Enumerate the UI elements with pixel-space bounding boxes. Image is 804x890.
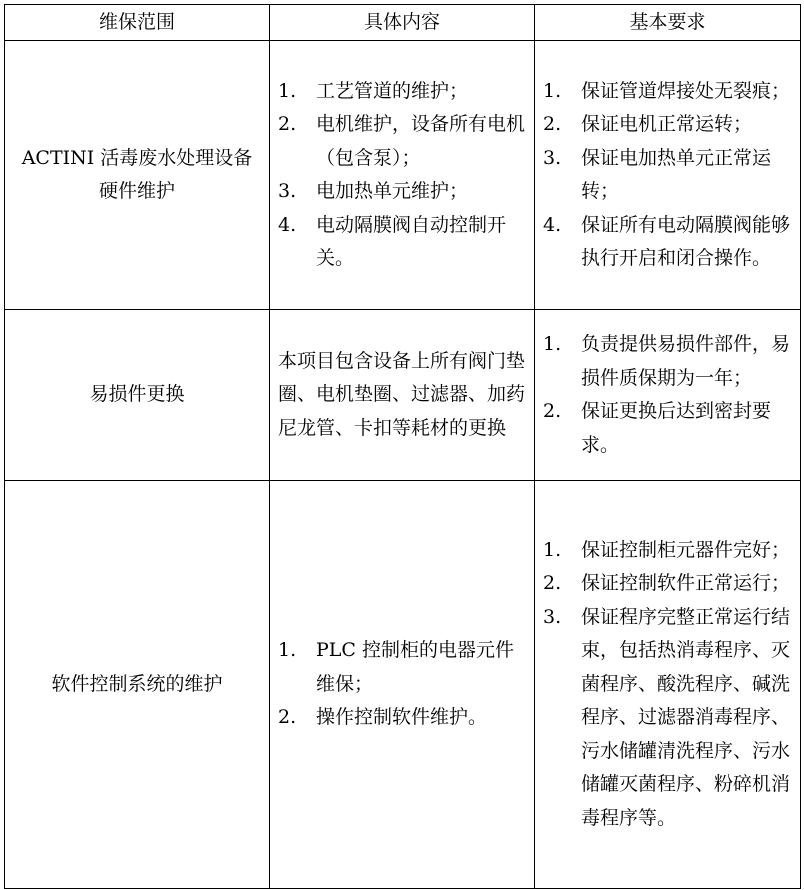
list-item (543, 328, 792, 395)
item-number: 4. (543, 213, 562, 236)
item-text: 电加热单元维护； (316, 180, 469, 202)
content-list (278, 75, 526, 276)
item-number: 4. (278, 213, 297, 236)
requirements-cell (535, 310, 801, 481)
item-number: 1. (278, 79, 297, 102)
item-number: 3. (543, 605, 562, 628)
item-text: 保证更换后达到密封要求。 (581, 400, 772, 456)
item-text: 操作控制软件维护。 (316, 706, 488, 729)
table-row (5, 310, 801, 481)
item-text: 保证电加热单元正常运转； (581, 146, 772, 202)
item-text: 负责提供易损件部件，易损件质保期为一年； (581, 333, 791, 389)
table-row (5, 481, 801, 889)
header-row (5, 5, 801, 41)
list-item (543, 108, 792, 142)
item-number: 1. (543, 538, 562, 561)
item-number: 1. (543, 79, 562, 102)
item-number: 3. (543, 146, 562, 169)
header-scope: 维保范围 (5, 5, 270, 41)
content-cell (270, 481, 535, 889)
item-number: 3. (278, 180, 297, 202)
item-text: 保证控制柜元器件完好； (581, 538, 791, 561)
item-number: 2. (278, 113, 297, 135)
requirements-list (543, 328, 792, 462)
item-number: 1. (543, 333, 562, 355)
item-text: 保证电机正常运转； (581, 113, 753, 135)
item-text: 保证程序完整正常运行结束，包括热消毒程序、灭菌程序、酸洗程序、碱洗程序、过滤器消毒程序、污水储罐清洗程序、污水储罐灭菌程序、粉碎机消毒程序等。 (581, 605, 791, 829)
item-number: 2. (543, 400, 562, 422)
requirements-cell (535, 41, 801, 310)
list-item (543, 534, 792, 568)
list-item (278, 108, 526, 175)
content-text: 本项目包含设备上所有阀门垫圈、电机垫圈、过滤器、加药尼龙管、卡扣等耗材的更换 (278, 349, 526, 439)
scope-cell: 易损件更换 (5, 310, 270, 481)
item-number: 2. (543, 113, 562, 135)
scope-cell: ACTINI 活毒废水处理设备硬件维护 (5, 41, 270, 310)
list-item (543, 75, 792, 109)
item-text: 保证控制软件正常运行； (581, 572, 791, 595)
list-item (543, 601, 792, 836)
requirements-list (543, 75, 792, 276)
item-number: 2. (543, 572, 562, 595)
item-number: 1. (278, 639, 297, 662)
list-item (278, 701, 526, 735)
list-item (278, 75, 526, 109)
table-row (5, 41, 801, 310)
item-text: 保证管道焊接处无裂痕； (581, 79, 791, 102)
requirements-list (543, 534, 792, 836)
list-item (278, 634, 526, 701)
content-list (278, 634, 526, 735)
item-text: 保证所有电动隔膜阀能够执行开启和闭合操作。 (581, 213, 791, 269)
list-item (543, 209, 792, 276)
item-text: 电机维护，设备所有电机（包含泵）； (316, 113, 526, 169)
list-item (278, 209, 526, 276)
list-item (278, 175, 526, 209)
maintenance-table (4, 4, 801, 889)
item-text: PLC 控制柜的电器元件维保； (316, 639, 514, 695)
list-item (543, 395, 792, 462)
requirements-cell (535, 481, 801, 889)
item-text: 电动隔膜阀自动控制开关。 (316, 213, 507, 269)
item-number: 2. (278, 706, 297, 729)
list-item (543, 567, 792, 601)
scope-cell: 软件控制系统的维护 (5, 481, 270, 889)
header-content: 具体内容 (270, 5, 535, 41)
list-item (543, 142, 792, 209)
content-cell (270, 41, 535, 310)
content-cell (270, 310, 535, 481)
header-requirements: 基本要求 (535, 5, 801, 41)
item-text: 工艺管道的维护； (316, 79, 469, 102)
